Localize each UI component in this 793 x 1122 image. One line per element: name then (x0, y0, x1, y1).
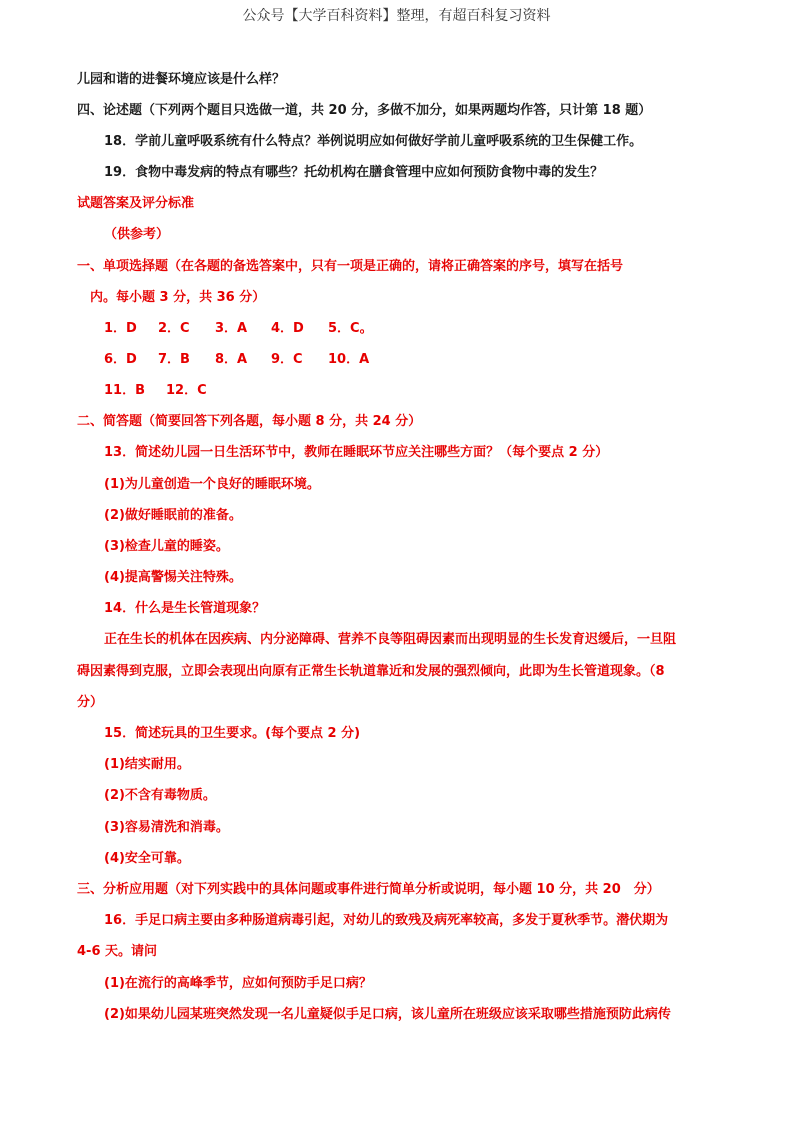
question-line-continuation: 儿园和谐的进餐环境应该是什么样？ (77, 72, 286, 87)
page-header: 公众号【大学百科资料】整理，有超百科复习资料 (242, 8, 551, 24)
section2-heading: 二、简答题（简要回答下列各题，每小题 8 分，共 24 分） (77, 414, 422, 429)
choice-answers-row-1 (104, 320, 373, 338)
section1-heading: 一、单项选择题（在各题的备选答案中，只有一项是正确的，请将正确答案的序号，填写在括号 (77, 259, 624, 274)
q13-point-2: (2)做好睡眠前的准备。 (104, 508, 242, 523)
question-16: 16．手足口病主要由多种肠道病毒引起，对幼儿的致残及病死率较高，多发于夏秋季节。潜伏期为 (104, 913, 669, 928)
q14-answer-line-3: 分） (77, 695, 104, 710)
question-16-cont: 4-6 天。请问 (77, 944, 158, 959)
essay-section-heading: 四、论述题（下列两个题目只选做一道，共 20 分，多做不加分，如果两题均作答，只计第 18 题） (77, 103, 652, 118)
question-14: 14．什么是生长管道现象？ (104, 601, 266, 616)
answers-subtitle: （供参考） (104, 227, 170, 242)
q13-point-1: (1)为儿童创造一个良好的睡眠环境。 (104, 477, 320, 492)
answer-9: 9．C (271, 352, 303, 367)
choice-answers-row-3 (104, 382, 207, 400)
question-18: 18．学前儿童呼吸系统有什么特点？举例说明应如何做好学前儿童呼吸系统的卫生保健工作。 (104, 134, 643, 149)
question-13: 13．简述幼儿园一日生活环节中，教师在睡眠环节应关注哪些方面？（每个要点 2 分） (104, 445, 609, 460)
question-19: 19．食物中毒发病的特点有哪些？托幼机构在膳食管理中应如何预防食物中毒的发生？ (104, 165, 604, 180)
q16-sub-question-2: (2)如果幼儿园某班突然发现一名儿童疑似手足口病，该儿童所在班级应该采取哪些措施预防此病传 (104, 1007, 671, 1022)
q15-point-3: (3)容易清洗和消毒。 (104, 820, 229, 835)
answer-5: 5．C。 (328, 321, 373, 336)
answer-12: 12．C (166, 383, 207, 398)
q15-point-4: (4)安全可靠。 (104, 851, 190, 866)
q15-point-2: (2)不含有毒物质。 (104, 788, 216, 803)
answer-6: 6．D (104, 352, 137, 367)
answer-3: 3．A (215, 321, 248, 336)
answer-4: 4．D (271, 321, 304, 336)
q14-answer-line-2: 碍因素得到克服，立即会表现出向原有正常生长轨道靠近和发展的强烈倾向，此即为生长管道现象。（8 (77, 664, 665, 679)
q16-sub-question-1: (1)在流行的高峰季节，应如何预防手足口病？ (104, 976, 372, 991)
answer-7: 7．B (158, 352, 190, 367)
answer-2: 2．C (158, 321, 190, 336)
answer-8: 8．A (215, 352, 248, 367)
answer-1: 1．D (104, 321, 137, 336)
answers-title: 试题答案及评分标准 (77, 196, 195, 211)
question-15: 15．简述玩具的卫生要求。(每个要点 2 分) (104, 726, 361, 741)
q15-point-1: (1)结实耐用。 (104, 757, 190, 772)
answer-10: 10．A (328, 352, 370, 367)
answer-11: 11．B (104, 383, 145, 398)
choice-answers-row-2 (104, 351, 369, 369)
q14-answer-line-1: 正在生长的机体在因疾病、内分泌障碍、营养不良等阻碍因素而出现明显的生长发育迟缓后，一旦阻 (104, 632, 677, 647)
section1-heading-cont: 内。每小题 3 分，共 36 分） (90, 290, 266, 305)
section3-heading: 三、分析应用题（对下列实践中的具体问题或事件进行简单分析或说明，每小题 10 分，共 20 分） (77, 882, 660, 897)
q13-point-4: (4)提高警惕关注特殊。 (104, 570, 242, 585)
q13-point-3: (3)检查儿童的睡姿。 (104, 539, 229, 554)
